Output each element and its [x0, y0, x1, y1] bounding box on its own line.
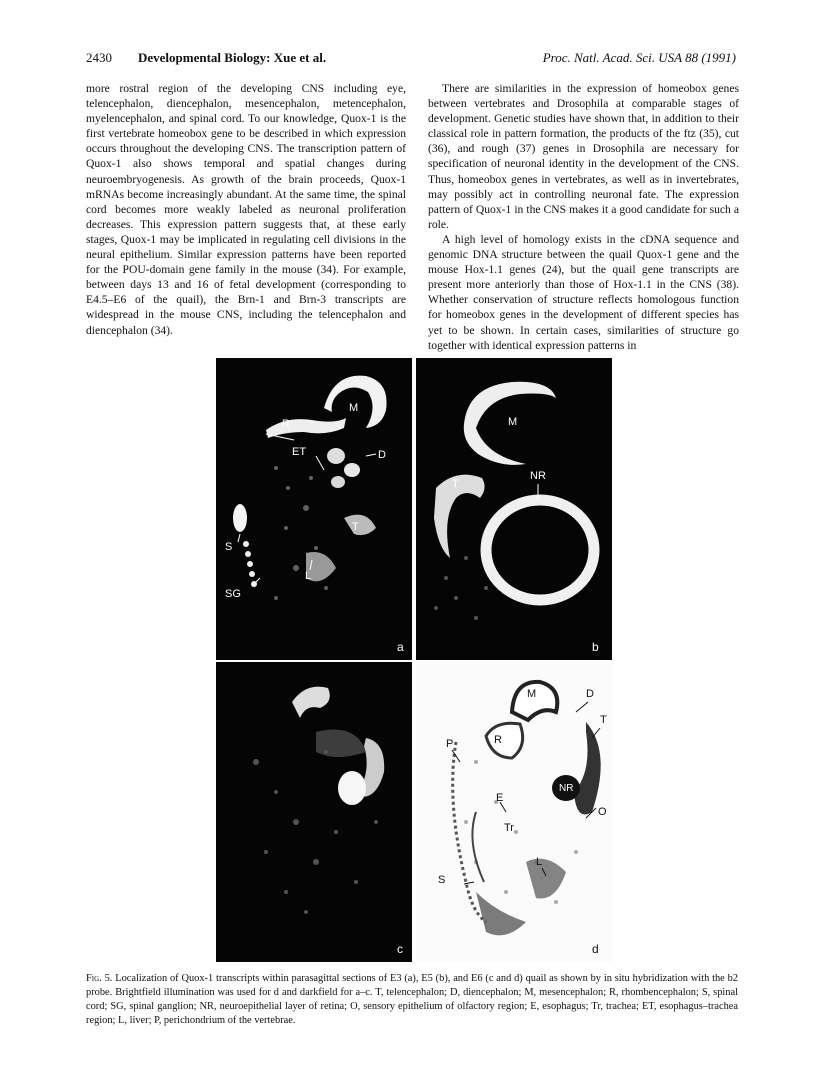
panel-d-label-o: O: [598, 806, 607, 818]
panel-c-letter: c: [397, 942, 403, 956]
caption-text: Localization of Quox-1 transcripts within parasagittal sections of E3 (a), E5 (b), and E6 (c and d) quail as shown by in situ hybridization with the b2 probe. Brightfield illumination was used for d and darkfield for a–c. T, telencephalon; D, diencephalon; M, mesencephalon; R, rhombencephalon; S, spinal cord; SG, spinal ganglion; NR, neuroepithelial layer of retina; O, sensory epithelium of olfactory region; E, esophagus; Tr, trachea; ET, esophagus–trachea region; L, liver; P, perichondrium of the vertebrae.: [86, 973, 738, 1026]
figure-panel-d: [416, 662, 612, 962]
panel-d-label-e: E: [496, 792, 504, 804]
panel-d-label-m: M: [527, 688, 537, 700]
figure-panel-b: [416, 358, 612, 660]
article-running-title: Developmental Biology: Xue et al.: [138, 50, 327, 65]
panel-d-label-d: D: [586, 688, 594, 700]
figure-label: Fig. 5.: [86, 973, 113, 984]
panel-a-label-m: M: [349, 402, 359, 414]
panel-a-label-l: L: [305, 570, 312, 582]
panel-c-micrograph: [216, 662, 412, 962]
panel-d-label-l: L: [536, 856, 543, 868]
figure-panel-c: [216, 662, 412, 962]
panel-d-label-s: S: [438, 874, 446, 886]
panel-d-label-p: P: [446, 738, 454, 750]
panel-d-label-tr: Tr: [504, 822, 514, 834]
running-header: [86, 50, 736, 66]
panel-d-label-nr: NR: [559, 783, 574, 794]
panel-a-letter: a: [397, 640, 404, 654]
panel-d-label-t: T: [600, 714, 607, 726]
page-number: 2430: [86, 50, 112, 65]
right-paragraph-2: A high level of homology exists in the cDNA sequence and genomic DNA structure between the quail Quox-1 gene and the mouse Hox-1.1 genes (24), but the quail gene transcripts are present more anteriorly than those of Hox-1.1 in the CNS (38). Whether conservation of structure reflects homologous function for homeobox genes in the development of different species has yet to be shown. In certain cases, similarities of structure go together with identical expression patterns in: [428, 232, 739, 352]
panel-b-micrograph: [416, 358, 612, 660]
panel-a-label-et: ET: [292, 446, 307, 458]
right-text-column: [428, 81, 739, 353]
panel-b-label-t: T: [452, 478, 459, 490]
panel-d-label-r: R: [494, 734, 502, 746]
panel-b-label-nr: NR: [530, 470, 546, 482]
figure-panel-a: [216, 358, 412, 660]
left-paragraph-1: more rostral region of the developing CNS including eye, telencephalon, diencephalon, mesencephalon, metencephalon, myelencephalon, and spinal cord. To our knowledge, Quox-1 is the first vertebrate homeobox gene to be described in which expression occurs throughout the developing CNS. The transcription pattern of Quox-1 also shows temporal and spatial changes during neuroembryogenesis. As growth of the brain proceeds, Quox-1 mRNAs become increasingly abundant. At the same time, the spinal cord becomes more weakly labeled as neuronal proliferation decreases. This expression pattern suggests that, at these early stages, Quox-1 may be implicated in regulating cell divisions in the neural epithelium. Similar expression patterns have been reported for the POU-domain gene family in the mouse (34). For example, between days 13 and 16 of fetal development (corresponding to E4.5–E6 of the quail), the Brn-1 and Brn-3 transcripts are widespread in the mouse CNS, including the telencephalon and diencephalon (34).: [86, 82, 406, 337]
left-text-column: [86, 81, 406, 338]
right-paragraph-1: There are similarities in the expression of homeobox genes between vertebrates and Drosophila at comparable stages of development. Genetic studies have shown that, in addition to their classical role in pattern formation, the products of the ftz (35), cut (36), and rough (37) genes in Drosophila are necessary for specification of neuronal identity in the development of the CNS. Thus, homeobox genes in vertebrates, as well as in invertebrates, may possibly act in controlling neuronal fate. The expression pattern of Quox-1 in the CNS makes it a good candidate for such a role.: [428, 82, 739, 231]
panel-a-label-r: R: [282, 418, 290, 430]
panel-a-label-t: T: [352, 521, 359, 533]
panel-a-label-sg: SG: [225, 588, 241, 600]
panel-a-micrograph: [216, 358, 412, 660]
panel-d-micrograph: [416, 662, 612, 962]
panel-b-letter: b: [592, 640, 599, 654]
panel-d-letter: d: [592, 942, 599, 956]
panel-a-label-d: D: [378, 449, 386, 461]
journal-citation: Proc. Natl. Acad. Sci. USA 88 (1991): [542, 50, 736, 65]
figure-caption: [86, 972, 738, 1028]
panel-a-label-s: S: [225, 541, 233, 553]
panel-b-label-m: M: [508, 416, 518, 428]
